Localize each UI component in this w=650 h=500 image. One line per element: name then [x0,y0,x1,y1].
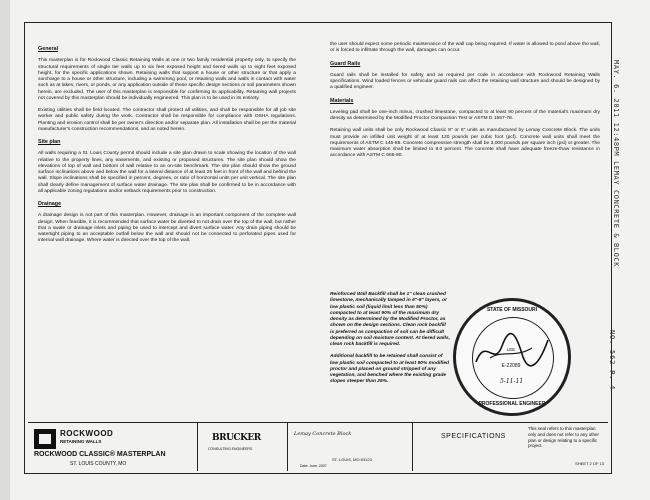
site-plan-heading: Site plan [38,139,61,145]
additional-backfill-paragraph: Additional backfill to be retained shall consist of low plastic soil compacted to at least 90% modified proctor and placed on ground stripped of any vegetation, and benched where the existing grade slopes steeper than 25%. [330,354,450,385]
project-location: ST. LOUIS COUNTY, MO [70,461,127,467]
seal-profession-text: PROFESSIONAL ENGINEER [478,401,546,407]
seal-note: This seal refers to this masterplan only and does not refer to any other plan or design relating to a specific project. [528,426,600,449]
materials-paragraph-2: Retaining wall units shall be only Rockwood Classic 8" or 6" units as manufactured by Lemay Concrete Block. The units must provide an infilled unit weight of at least 120 pounds per cubic foot (pcf). Concrete wall units shall meet the requirements of ASTM C 145-85. Concrete compressive strength shall be 3,000 pounds per square inch (psi) or greater. The maximum water absorption shall be limited to 8.0 percent. The concrete shall have adequate freeze-thaw resistance in accordance with ASTM C 666-90. [330,128,600,159]
guard-rails-paragraph: Guard rails shall be installed for safety and as required per code in accordance with Rockwood Retaining Walls specifications. Wind loaded fences or vehicular guard rails can affect the retaining wall structure and should be designed by a qualified engineer. [330,72,600,91]
scan-edge [0,0,10,500]
materials-heading: Materials [330,97,354,104]
client-location: ST. LOUIS, MO 63123 [332,457,372,462]
client-cell [288,423,413,471]
guard-rails-heading: Guard Rails [330,60,361,67]
fax-header: MAY. 6. 2011 12:48PM LEMAY CONCRETE & BLOCK [612,60,620,268]
specification-cell [413,423,608,471]
left-column [38,42,296,420]
logo-subtitle: RETAINING WALLS [60,439,102,444]
general-paragraph-1: This masterplan is for Rockwood Classic Retaining Walls at one or two family residential property only, to specify the structural requirements of single tier walls up to six feet exposed height and tiered walls up to eight feet exposed height, for the specific applications shown. Retaining walls that support a house or other structure or that apply a surcharge to a house or other structure, including a swimming pool, or retaining walls and walls in contact with water such as at lakes, rivers, or ponds, or any application outside of these specific design sections or soil parameters shown herein, are excluded. The user of this masterplan is responsible for confirming its applicability. Retaining wall projects not covered by this masterplan should be individually engineered. This plan is to be used in its entirety. [38,58,296,101]
title-block-logo-cell [28,423,198,471]
seal-state-text: STATE OF MISSOURI [486,307,538,313]
backfill-notes [330,292,450,392]
signature-date: 5-11-11 [500,378,524,385]
engineer-signature [472,328,552,374]
general-heading: General [38,46,59,52]
rockwood-logo-icon [34,429,56,449]
title-block [28,422,608,471]
materials-paragraph-1: Leveling pad shall be one-inch minus, crushed limestone, compacted to at least 90 percent of the material's maximum dry density as determined by the Modified Proctor Compaction Test or ASTM D 1557-78. [330,109,600,121]
seal-license-number: E-22089 [501,363,521,369]
logo-wordmark: ROCKWOOD [60,429,114,438]
client-meta: Date: June, 2007 [300,464,327,468]
drainage-paragraph: A drainage design is not part of this masterplan. However, drainage is an important component of the complete wall design. When feasible, it is recommended that surface water be diverted to not drain over the top of the wall, but rather that a swale or drainage inlets and piping be used to intercept and divert surface water. Any drain piping should be watertight piping to an acceptable outfall below the wall and should not be connected to perforated pipes used for internal wall drainage. Where water is directed over the top of the wall, [38,213,296,244]
specifications-label: SPECIFICATIONS [441,433,506,440]
engineer-cell [198,423,288,471]
seal-engineer-name: LEE [506,347,516,352]
sheet-number: SHEET 2 OF 13 [575,461,604,466]
drainage-continued-paragraph: the user should expect some periodic maintenance of the wall cap being required. If water is allowed to pond above the wall, or is forced to infiltrate through the wall, damages can occur. [330,42,600,54]
reinforced-backfill-paragraph: Reinforced Wall Backfill shall be 1" clean crushed limestone, mechanically tamped in 6"-8" layers, or low plastic soil (liquid limit less than 50%) compacted to at least 90% of the maximum dry density as determined by the Modified Proctor, as shown on the design sections. Clean rock backfill is preferred as compaction of soil can be difficult depending on soil moisture content. At tiered walls, clean rock backfill is required. [330,292,450,347]
right-column [330,42,600,290]
fax-page-number: NO. 562 P. 4 [608,330,616,391]
project-title: ROCKWOOD CLASSIC® MASTERPLAN [34,451,166,458]
general-paragraph-2: Existing utilities shall be field located. The contractor shall protect all utilities, and shall be responsible for all job site worker and public safety during the work. Contractor shall be responsible for compliance with OSHA regulations. Planting and erosion control shall be per owner's direction and/or separate plan. All installation shall be per the material manufacturer's construction recommendations, and as noted herein. [38,108,296,132]
drainage-heading: Drainage [38,201,62,207]
client-logo: Lemay Concrete Block [294,431,352,437]
engineer-logo: BRUCKER [212,433,261,443]
site-plan-paragraph: All walls requiring a St. Louis County permit should include a site plan drawn to scale showing the location of the wall relative to the property lines, any easements, and existing or proposed structures. The site plan should show the elevations of top of wall and bottom of wall relative to an on-site benchmark. The site plan should show the ground surface inclinations above and below the wall for a lateral distance of at least 25 feet in front of the wall and behind the wall. Slope inclinations shall be specified in percent, degrees, or ratio of horizontal units per unit vertical. The site plan shall clearly define management of surface water drainage. The site plan shall be confirmed to be in accordance with all applicable zoning regulations and/or setback requirements prior to construction. [38,151,296,194]
engineer-subtitle: CONSULTING ENGINEERS [208,447,253,451]
